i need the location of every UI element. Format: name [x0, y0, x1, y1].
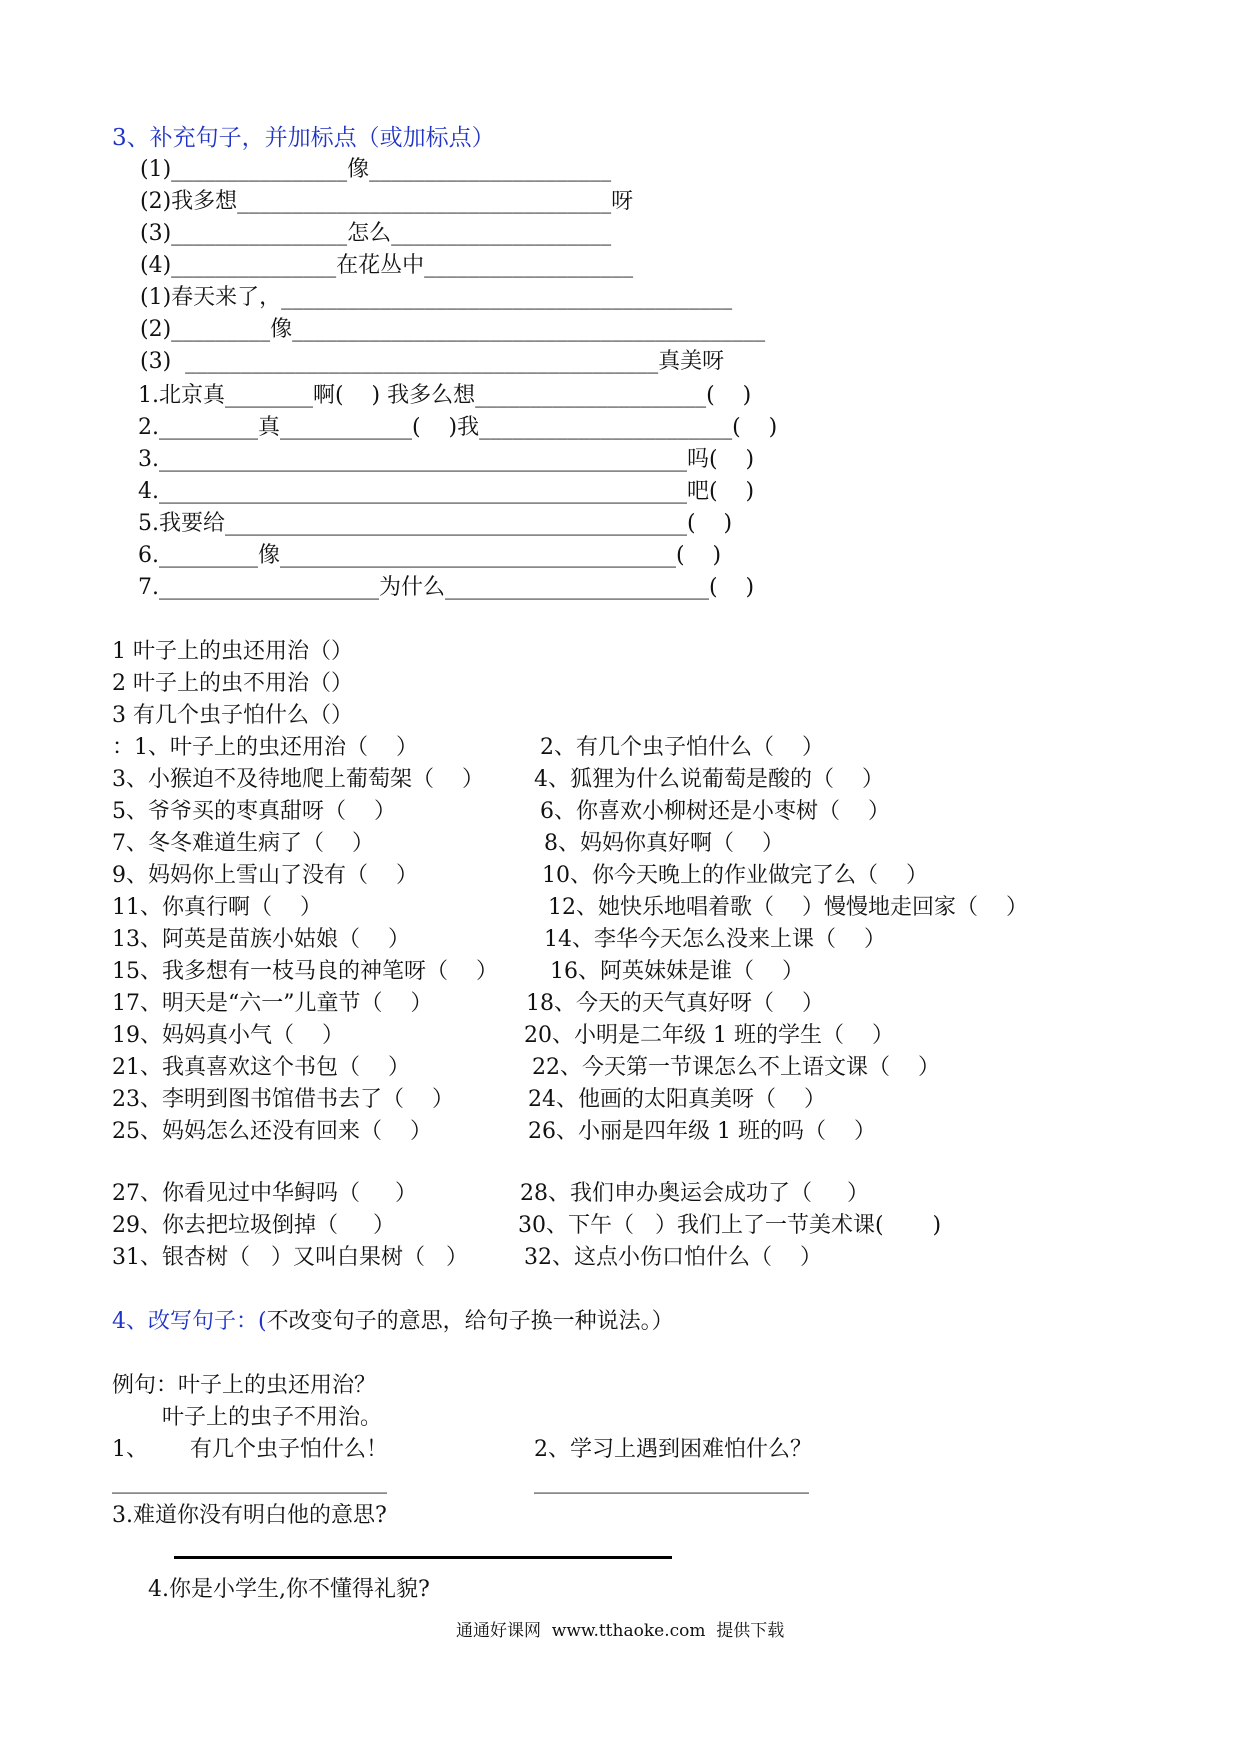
- fill-line-2: (2)我多想__________________________________呀: [140, 189, 634, 214]
- punct-row-8-left: 15、我多想有一枝马良的神笔呀（ ）: [112, 959, 498, 984]
- plain-item-2: 2 叶子上的虫不用治（）: [112, 671, 353, 696]
- rewrite-question-4: 4.你是小学生,你不懂得礼貌?: [148, 1577, 430, 1602]
- fill-line-12: 5.我要给__________________________________________( ): [138, 511, 733, 536]
- fill-line-1: (1)________________像______________________: [140, 157, 612, 182]
- punct-row-3-right: 6、你喜欢小柳树还是小枣树（ ）: [540, 799, 890, 824]
- example-question: 例句：叶子上的虫还用治？: [112, 1373, 377, 1398]
- punct-row-15-right: 30、下午（ ）我们上了一节美术课( ): [518, 1213, 942, 1238]
- section-3-title: 3、补充句子，并加标点（或加标点）: [112, 125, 495, 151]
- punct-row-9-right: 18、今天的天气真好呀（ ）: [526, 991, 824, 1016]
- example-answer: 叶子上的虫子不用治。: [162, 1405, 383, 1430]
- punct-row-2-left: 3、小猴迫不及待地爬上葡萄架（ ）: [112, 767, 484, 792]
- answer-blank-2: _________________________: [534, 1469, 809, 1494]
- punct-row-14-right: 28、我们申办奥运会成功了（ ）: [520, 1181, 869, 1206]
- fill-line-9: 2._________真____________( )我_______________________( ): [138, 415, 778, 440]
- punct-row-10-left: 19、妈妈真小气（ ）: [112, 1023, 344, 1048]
- punct-row-4-right: 8、妈妈你真好啊（ ）: [544, 831, 784, 856]
- fill-line-4: (4)_______________在花丛中___________________: [140, 253, 634, 278]
- answer-blank-1: _________________________: [112, 1469, 387, 1494]
- fill-line-5: (1)春天来了，_________________________________________: [140, 285, 733, 310]
- fill-line-7: (3) ___________________________________________真美呀: [140, 349, 725, 374]
- plain-item-3: 3 有几个虫子怕什么（）: [112, 703, 353, 728]
- fill-line-10: 3.________________________________________________吗( ): [138, 447, 755, 472]
- punct-row-16-right: 32、这点小伤口怕什么（ ）: [524, 1245, 822, 1270]
- punct-row-5-right: 10、你今天晚上的作业做完了么（ ）: [542, 863, 928, 888]
- punct-row-10-right: 20、小明是二年级 1 班的学生（ ）: [524, 1023, 894, 1048]
- fill-line-8: 1.北京真________啊( ) 我多么想_____________________( ): [138, 383, 752, 408]
- rewrite-question-1: 1、 有几个虫子怕什么！: [112, 1437, 388, 1462]
- punct-row-13-right: 26、小丽是四年级 1 班的吗（ ）: [528, 1119, 876, 1144]
- punct-row-2-right: 4、狐狸为什么说葡萄是酸的（ ）: [534, 767, 884, 792]
- punct-row-7-left: 13、阿英是苗族小姑娘（ ）: [112, 927, 410, 952]
- section-4-subtitle: 不改变句子的意思，给句子换一种说法。）: [266, 1309, 674, 1334]
- plain-item-1: 1 叶子上的虫还用治（）: [112, 639, 353, 664]
- footer-credit: 通通好课网 www.tthaoke.com 提供下载: [456, 1621, 785, 1641]
- punct-row-9-left: 17、明天是“六一”儿童节（ ）: [112, 991, 433, 1016]
- punct-row-3-left: 5、爷爷买的枣真甜呀（ ）: [112, 799, 396, 824]
- punct-row-8-right: 16、阿英妹妹是谁（ ）: [550, 959, 804, 984]
- fill-line-13: 6._________像____________________________________( ): [138, 543, 722, 568]
- punct-row-11-left: 21、我真喜欢这个书包（ ）: [112, 1055, 410, 1080]
- rewrite-question-2: 2、学习上遇到困难怕什么？: [534, 1437, 812, 1462]
- fill-line-6: (2)_________像___________________________________________: [140, 317, 766, 342]
- punct-row-7-right: 14、李华今天怎么没来上课（ ）: [544, 927, 886, 952]
- punct-row-1-right: 2、有几个虫子怕什么（ ）: [540, 735, 824, 760]
- section-4-title: 4、改写句子：(: [112, 1309, 267, 1334]
- fill-line-11: 4.________________________________________________吧( ): [138, 479, 755, 504]
- punct-row-13-left: 25、妈妈怎么还没有回来（ ）: [112, 1119, 432, 1144]
- punct-row-6-right: 12、她快乐地唱着歌（ ）慢慢地走回家（ ）: [548, 895, 1028, 920]
- fill-line-14: 7.____________________为什么________________________( ): [138, 575, 755, 600]
- punct-row-14-left: 27、你看见过中华鲟吗（ ）: [112, 1181, 417, 1206]
- punct-row-11-right: 22、今天第一节课怎么不上语文课（ ）: [532, 1055, 940, 1080]
- answer-rule-3: [174, 1556, 672, 1559]
- punct-row-15-left: 29、你去把垃圾倒掉（ ）: [112, 1213, 395, 1238]
- punct-row-12-left: 23、李明到图书馆借书去了（ ）: [112, 1087, 454, 1112]
- punct-row-4-left: 7、冬冬难道生病了（ ）: [112, 831, 374, 856]
- punct-row-6-left: 11、你真行啊（ ）: [112, 895, 322, 920]
- section-4-heading: [112, 1308, 674, 1336]
- punct-row-12-right: 24、他画的太阳真美呀（ ）: [528, 1087, 826, 1112]
- fill-line-3: (3)________________怎么____________________: [140, 221, 612, 246]
- rewrite-question-3: 3.难道你没有明白他的意思?: [112, 1503, 387, 1528]
- punct-row-1-left: ：1、叶子上的虫还用治（ ）: [112, 735, 418, 760]
- punct-row-5-left: 9、妈妈你上雪山了没有（ ）: [112, 863, 418, 888]
- punct-row-16-left: 31、银杏树（ ）又叫白果树（ ）: [112, 1245, 468, 1270]
